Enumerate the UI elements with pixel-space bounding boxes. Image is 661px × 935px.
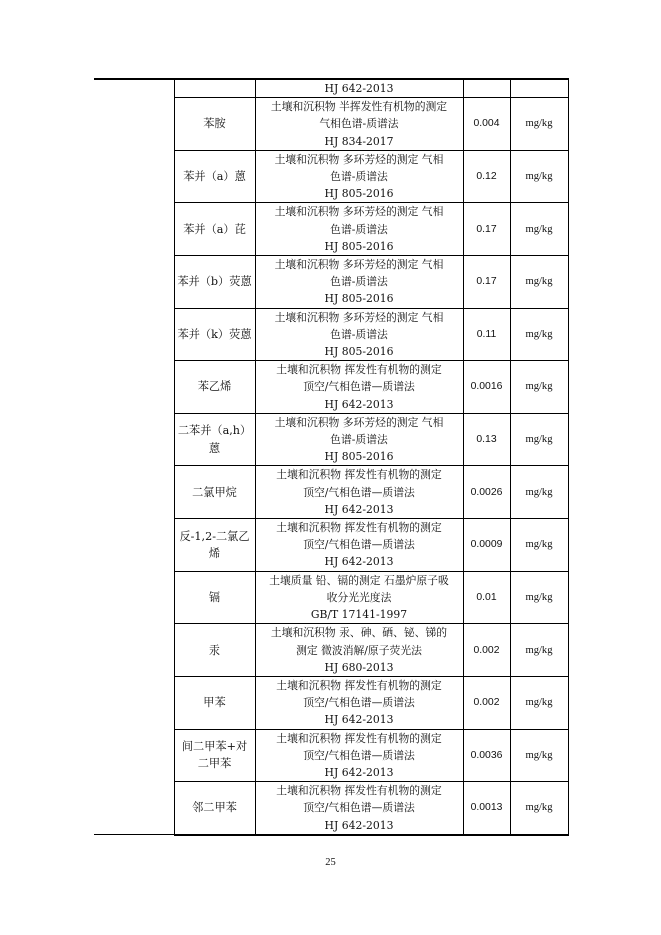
method-cell — [255, 624, 463, 677]
item-name-cell: 苯并（a）蒽 — [174, 150, 255, 203]
item-name-cell: 甲苯 — [174, 676, 255, 729]
method-text-line: 土壤质量 铅、镉的测定 石墨炉原子吸 — [269, 573, 449, 587]
category-cell — [94, 79, 174, 835]
method-cell — [255, 98, 463, 151]
item-name-cell: 苯并（a）芘 — [174, 203, 255, 256]
method-text-line: 顶空/气相色谱—质谱法 — [303, 380, 415, 394]
method-text-line: 色谱-质谱法 — [330, 275, 388, 289]
method-text-line: 土壤和沉积物 多环芳烃的测定 气相 — [274, 415, 444, 429]
unit-cell: mg/kg — [510, 729, 568, 782]
method-text-line: 土壤和沉积物 挥发性有机物的测定 — [276, 678, 442, 692]
detection-limit-cell: 0.0009 — [463, 519, 510, 572]
method-cell — [255, 413, 463, 466]
method-text-line: 气相色谱-质谱法 — [319, 117, 399, 131]
method-standard-line: HJ 642-2013 — [324, 713, 394, 727]
method-text-line: 土壤和沉积物 挥发性有机物的测定 — [276, 521, 442, 535]
method-standard-line: HJ 642-2013 — [324, 502, 394, 516]
method-text-line: 土壤和沉积物 多环芳烃的测定 气相 — [274, 205, 444, 219]
item-name-cell: 二氯甲烷 — [174, 466, 255, 519]
method-standard-line: HJ 642-2013 — [324, 818, 394, 832]
method-text-line: 收分光光度法 — [326, 590, 392, 604]
detection-limit-cell: 0.17 — [463, 256, 510, 309]
method-cell — [255, 571, 463, 624]
method-text-line: 顶空/气相色谱—质谱法 — [303, 801, 415, 815]
method-cell — [255, 308, 463, 361]
method-standard-line: GB/T 17141-1997 — [310, 608, 408, 622]
detection-limit-cell: 0.0036 — [463, 729, 510, 782]
table-row-continued — [94, 79, 568, 98]
method-cell — [255, 361, 463, 414]
detection-limit-cell: 0.002 — [463, 624, 510, 677]
method-text-line: 土壤和沉积物 多环芳烃的测定 气相 — [274, 258, 444, 272]
detection-limit-cell: 0.12 — [463, 150, 510, 203]
method-standard-line: HJ 805-2016 — [324, 345, 394, 359]
item-cell — [174, 79, 255, 98]
detection-limit-cell: 0.0013 — [463, 782, 510, 835]
method-text-line: 色谱-质谱法 — [330, 170, 388, 184]
page-number: 25 — [325, 857, 336, 868]
method-standard-line: HJ 805-2016 — [324, 450, 394, 464]
item-name-cell: 二苯并（a,h）蒽 — [174, 413, 255, 466]
unit-cell: mg/kg — [510, 361, 568, 414]
method-standard-line: HJ 805-2016 — [324, 187, 394, 201]
detection-limit-cell: 0.17 — [463, 203, 510, 256]
method-standard-line: HJ 834-2017 — [324, 134, 394, 148]
unit-cell: mg/kg — [510, 308, 568, 361]
method-cell — [255, 79, 463, 98]
method-cell — [255, 256, 463, 309]
limit-cell — [463, 79, 510, 98]
unit-cell: mg/kg — [510, 571, 568, 624]
method-text-line: 土壤和沉积物 半挥发性有机物的测定 — [270, 100, 448, 114]
method-text-line: 顶空/气相色谱—质谱法 — [303, 485, 415, 499]
method-text-line: 土壤和沉积物 挥发性有机物的测定 — [276, 784, 442, 798]
method-standard-line: HJ 642-2013 — [324, 82, 394, 95]
item-name-cell: 邻二甲苯 — [174, 782, 255, 835]
method-text-line: 顶空/气相色谱—质谱法 — [303, 538, 415, 552]
unit-cell: mg/kg — [510, 519, 568, 572]
item-name-cell: 汞 — [174, 624, 255, 677]
method-text-line: 色谱-质谱法 — [330, 433, 388, 447]
unit-cell — [510, 79, 568, 98]
unit-cell: mg/kg — [510, 413, 568, 466]
method-standard-line: HJ 680-2013 — [324, 660, 394, 674]
item-name-cell: 间二甲苯+对二甲苯 — [174, 729, 255, 782]
unit-cell: mg/kg — [510, 256, 568, 309]
method-text-line: 土壤和沉积物 多环芳烃的测定 气相 — [274, 152, 444, 166]
method-text-line: 土壤和沉积物 挥发性有机物的测定 — [276, 468, 442, 482]
method-standard-line: HJ 805-2016 — [324, 239, 394, 253]
method-cell — [255, 150, 463, 203]
item-name-cell: 镉 — [174, 571, 255, 624]
detection-limit-cell: 0.11 — [463, 308, 510, 361]
unit-cell: mg/kg — [510, 150, 568, 203]
detection-limit-cell: 0.0016 — [463, 361, 510, 414]
unit-cell: mg/kg — [510, 98, 568, 151]
table-body — [94, 79, 568, 835]
method-cell — [255, 676, 463, 729]
item-name-cell: 苯并（k）荧蒽 — [174, 308, 255, 361]
detection-limit-cell: 0.13 — [463, 413, 510, 466]
unit-cell: mg/kg — [510, 466, 568, 519]
method-text-line: 顶空/气相色谱—质谱法 — [303, 696, 415, 710]
unit-cell: mg/kg — [510, 676, 568, 729]
method-text-line: 土壤和沉积物 多环芳烃的测定 气相 — [274, 310, 444, 324]
method-cell — [255, 203, 463, 256]
item-name-cell: 苯乙烯 — [174, 361, 255, 414]
method-text-line: 色谱-质谱法 — [330, 222, 388, 236]
method-standard-line: HJ 642-2013 — [324, 765, 394, 779]
detection-limit-cell: 0.01 — [463, 571, 510, 624]
method-cell — [255, 519, 463, 572]
unit-cell: mg/kg — [510, 782, 568, 835]
method-text-line: 土壤和沉积物 汞、砷、硒、铋、锑的 — [270, 626, 448, 640]
analysis-method-table — [94, 78, 569, 836]
method-standard-line: HJ 642-2013 — [324, 397, 394, 411]
unit-cell: mg/kg — [510, 203, 568, 256]
item-name-cell: 苯并（b）荧蒽 — [174, 256, 255, 309]
method-standard-line: HJ 642-2013 — [324, 555, 394, 569]
item-name-cell: 苯胺 — [174, 98, 255, 151]
unit-cell: mg/kg — [510, 624, 568, 677]
detection-limit-cell: 0.002 — [463, 676, 510, 729]
method-text-line: 色谱-质谱法 — [330, 327, 388, 341]
detection-limit-cell: 0.004 — [463, 98, 510, 151]
method-cell — [255, 466, 463, 519]
method-cell — [255, 729, 463, 782]
method-text-line: 土壤和沉积物 挥发性有机物的测定 — [276, 363, 442, 377]
item-name-cell: 反-1,2-二氯乙烯 — [174, 519, 255, 572]
method-cell — [255, 782, 463, 835]
method-standard-line: HJ 805-2016 — [324, 292, 394, 306]
detection-limit-cell: 0.0026 — [463, 466, 510, 519]
method-text-line: 顶空/气相色谱—质谱法 — [303, 748, 415, 762]
method-text-line: 土壤和沉积物 挥发性有机物的测定 — [276, 731, 442, 745]
method-text-line: 测定 微波消解/原子荧光法 — [296, 643, 422, 657]
